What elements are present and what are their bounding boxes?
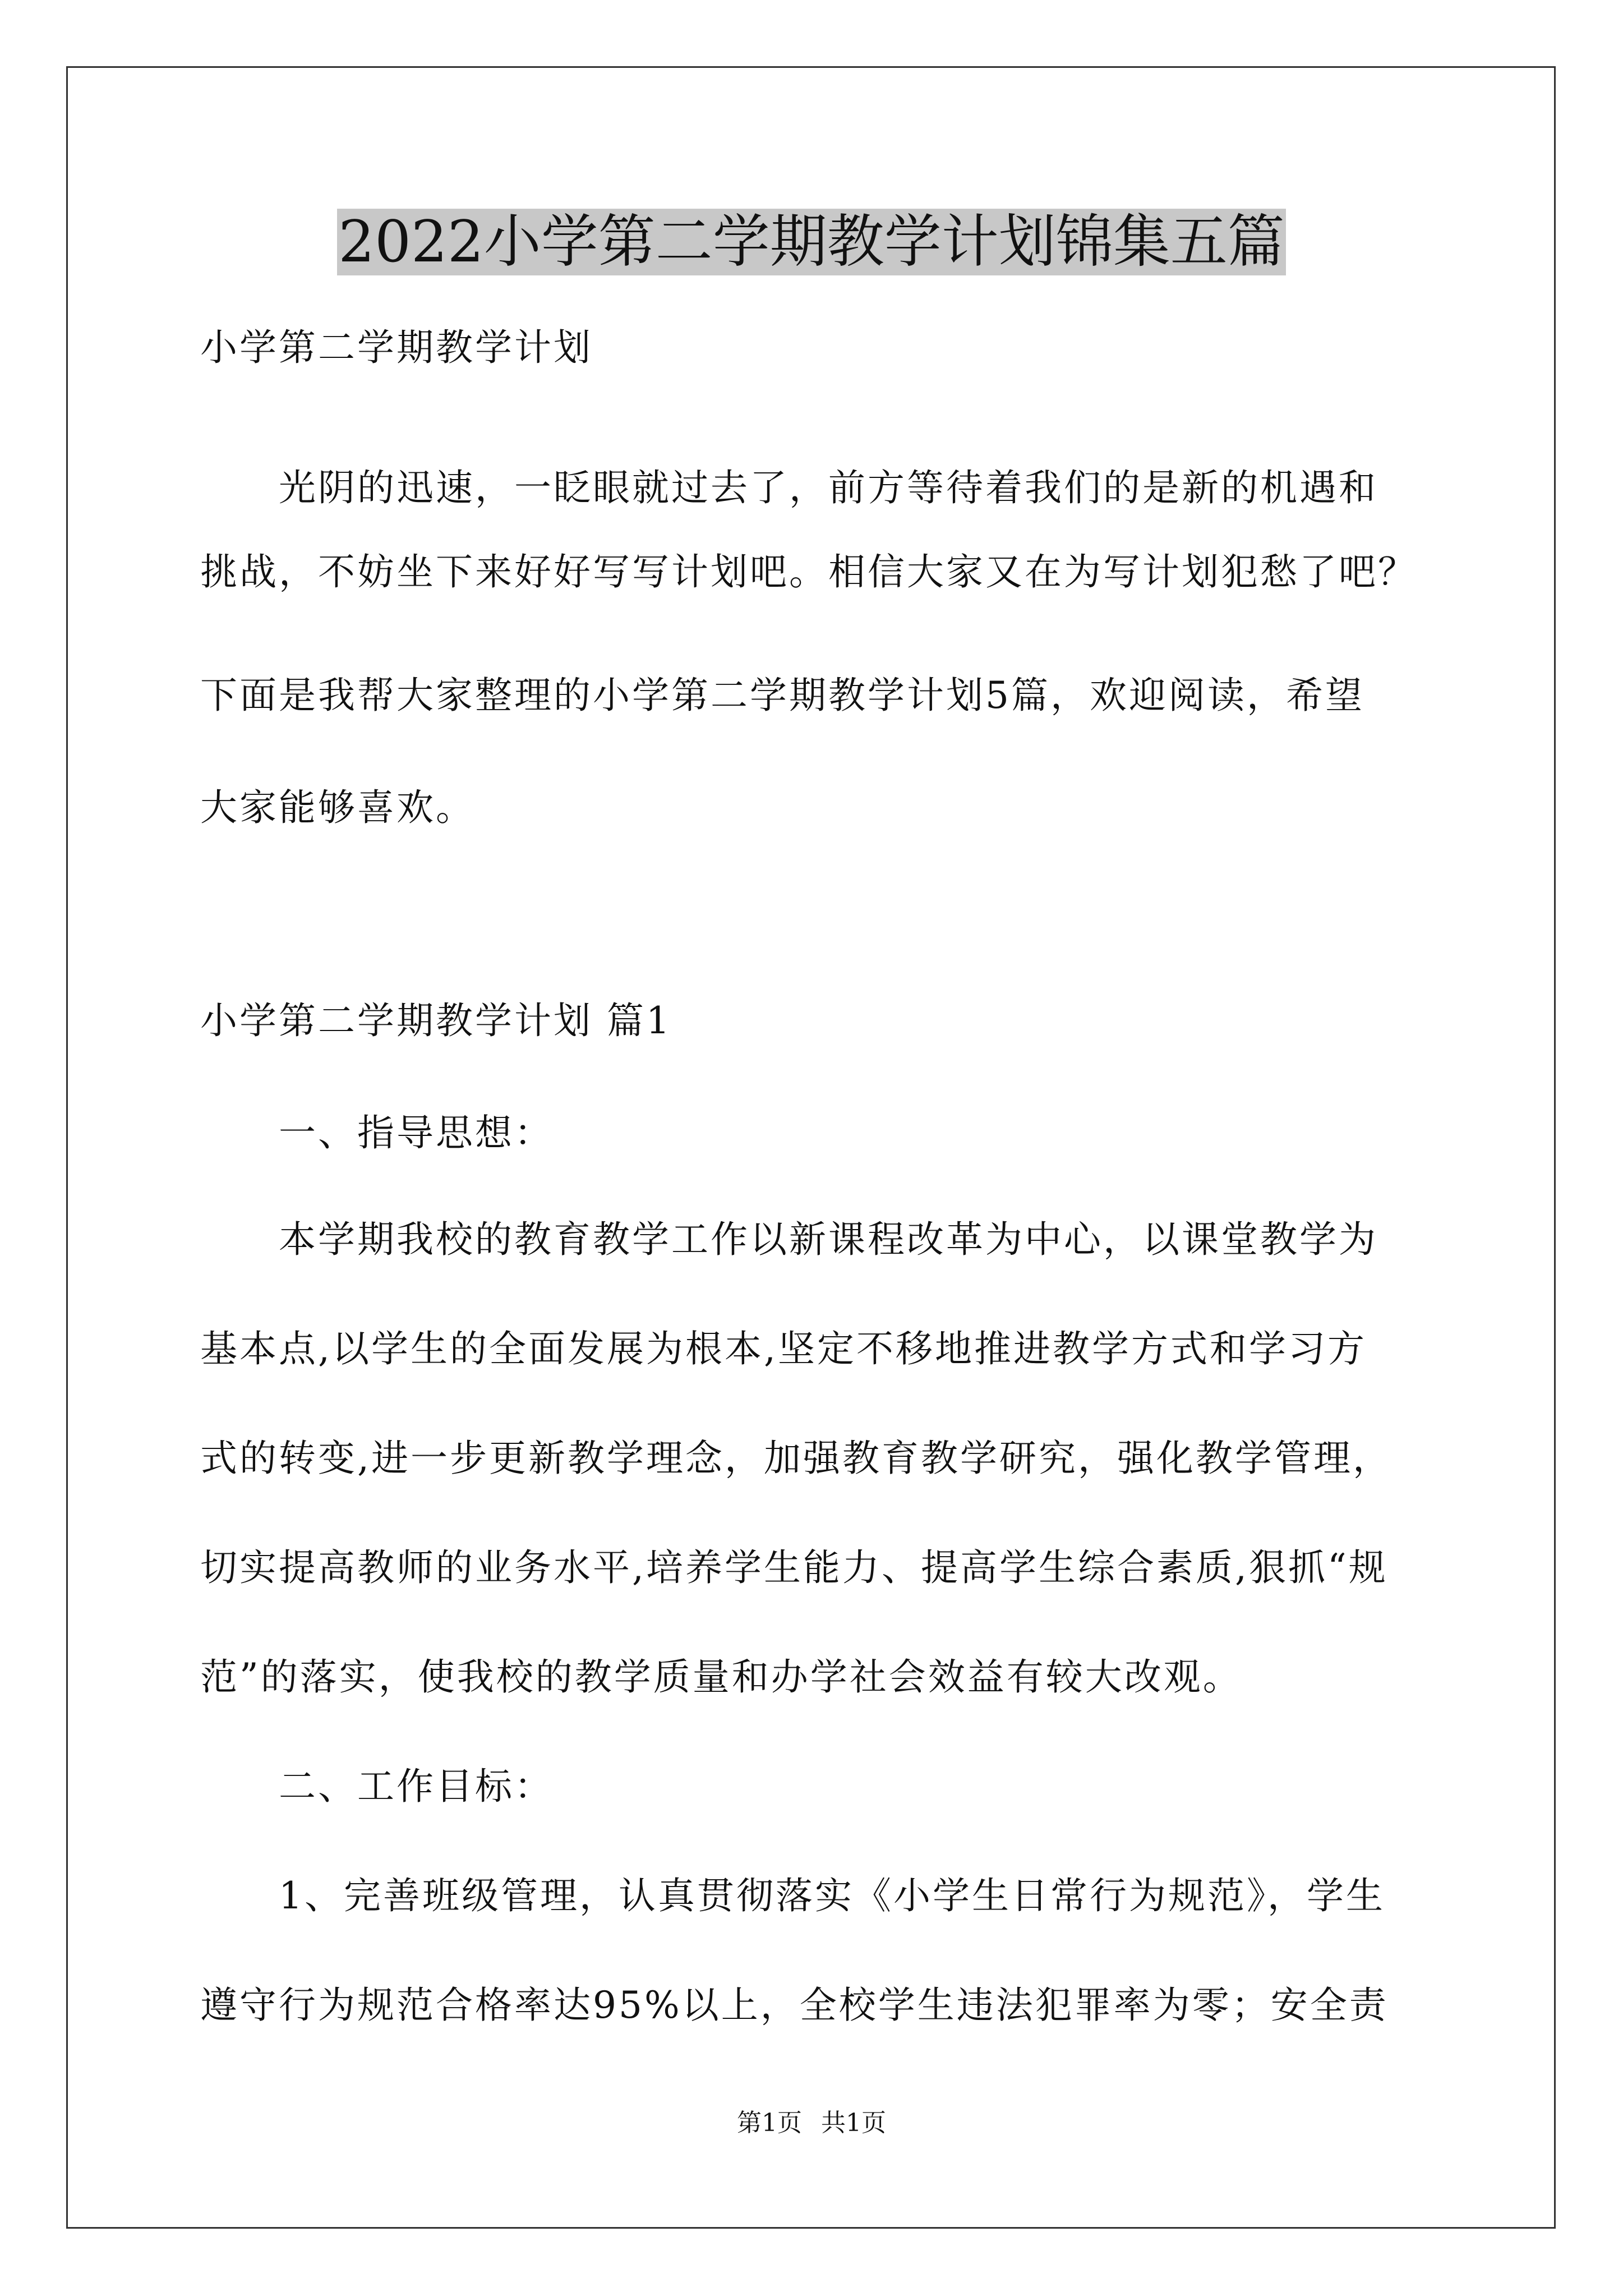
paragraph-line: 切实提高教师的业务水平,培养学生能力、提高学生综合素质,狠抓“规 [200, 1546, 1388, 1589]
paragraph-line: 挑战，不妨坐下来好好写写计划吧。相信大家又在为写计划犯愁了吧？ [200, 550, 1417, 593]
subheading: 二、工作目标： [279, 1765, 554, 1808]
page-footer: 第1页 共1页 [737, 2109, 886, 2137]
paragraph-line: 本学期我校的教育教学工作以新课程改革为中心，以课堂教学为 [279, 1218, 1378, 1261]
paragraph-line: 大家能够喜欢。 [200, 786, 475, 829]
paragraph-line: 下面是我帮大家整理的小学第二学期教学计划5篇，欢迎阅读，希望 [200, 674, 1364, 717]
paragraph-line: 遵守行为规范合格率达95%以上，全校学生违法犯罪率为零；安全责 [200, 1984, 1389, 2027]
paragraph-line: 式的转变,进一步更新教学理念，加强教育教学研究，强化教学管理， [200, 1437, 1392, 1480]
paragraph-line: 1、完善班级管理，认真贯彻落实《小学生日常行为规范》，学生 [279, 1874, 1385, 1917]
section-heading: 小学第二学期教学计划 篇1 [200, 999, 672, 1042]
section-heading: 小学第二学期教学计划 [200, 326, 593, 369]
paragraph-line: 基本点,以学生的全面发展为根本,坚定不移地推进教学方式和学习方 [200, 1327, 1367, 1370]
paragraph-line: 光阴的迅速，一眨眼就过去了，前方等待着我们的是新的机遇和 [279, 466, 1378, 509]
subheading: 一、指导思想： [279, 1111, 554, 1154]
paragraph-line: 范”的落实，使我校的教学质量和办学社会效益有较大改观。 [200, 1655, 1242, 1699]
document-title: 2022小学第二学期教学计划锦集五篇 [338, 209, 1285, 275]
